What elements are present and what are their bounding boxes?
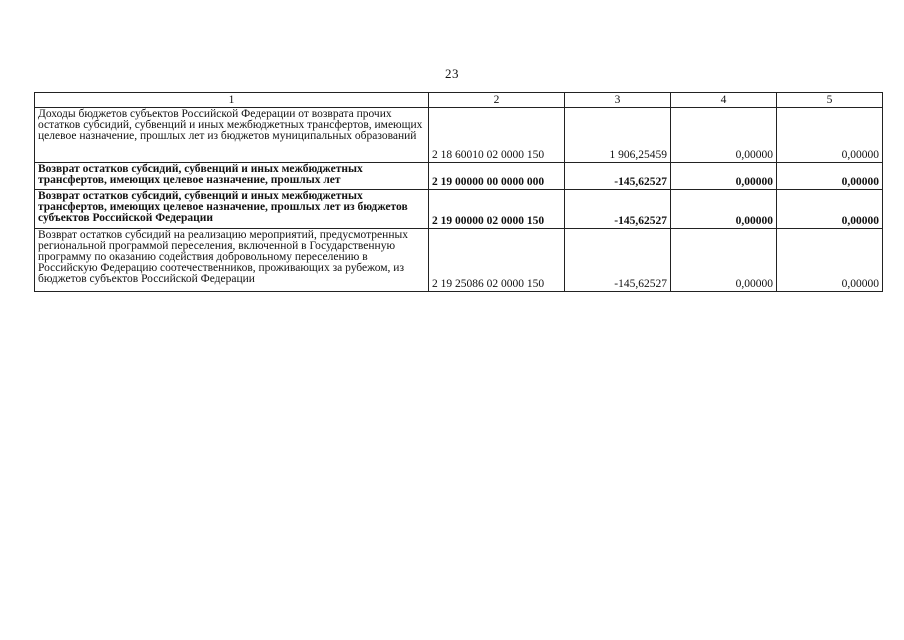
row-value-col3: -145,62527: [565, 163, 671, 190]
row-value-col4: 0,00000: [671, 108, 777, 163]
row-code: 2 18 60010 02 0000 150: [429, 108, 565, 163]
table-row: [35, 229, 883, 292]
column-header-1: 1: [35, 93, 429, 108]
column-header-4: 4: [671, 93, 777, 108]
table-header-row: [35, 93, 883, 108]
row-value-col5: 0,00000: [777, 190, 883, 229]
table-row: [35, 190, 883, 229]
row-description: Доходы бюджетов субъектов Российской Федерации от возврата прочих остатков субсидий, субвенций и иных межбюджетных трансфертов, имеющих целевое назначение, прошлых лет из бюджетов муниципальных образований: [35, 108, 429, 163]
row-description: Возврат остатков субсидий на реализацию мероприятий, предусмотренных региональной программой переселения, включенной в Государственную программу по оказанию содействия добровольному переселению в Российскую Федерацию соотечественников, проживающих за рубежом, из бюджетов субъектов Российской Федерации: [35, 229, 429, 292]
row-value-col5: 0,00000: [777, 108, 883, 163]
row-code: 2 19 00000 02 0000 150: [429, 190, 565, 229]
row-value-col4: 0,00000: [671, 190, 777, 229]
row-value-col5: 0,00000: [777, 229, 883, 292]
row-value-col5: 0,00000: [777, 163, 883, 190]
column-header-2: 2: [429, 93, 565, 108]
table-row: [35, 163, 883, 190]
row-value-col4: 0,00000: [671, 229, 777, 292]
column-header-3: 3: [565, 93, 671, 108]
row-value-col3: -145,62527: [565, 190, 671, 229]
row-code: 2 19 25086 02 0000 150: [429, 229, 565, 292]
row-description: Возврат остатков субсидий, субвенций и иных межбюджетных трансфертов, имеющих целевое назначение, прошлых лет: [35, 163, 429, 190]
column-header-5: 5: [777, 93, 883, 108]
row-value-col3: -145,62527: [565, 229, 671, 292]
row-description: Возврат остатков субсидий, субвенций и иных межбюджетных трансфертов, имеющих целевое назначение, прошлых лет из бюджетов субъектов Российской Федерации: [35, 190, 429, 229]
budget-revenue-table: [34, 92, 883, 292]
page-number: 23: [445, 66, 459, 81]
table-row: [35, 108, 883, 163]
row-code: 2 19 00000 00 0000 000: [429, 163, 565, 190]
row-value-col4: 0,00000: [671, 163, 777, 190]
row-value-col3: 1 906,25459: [565, 108, 671, 163]
